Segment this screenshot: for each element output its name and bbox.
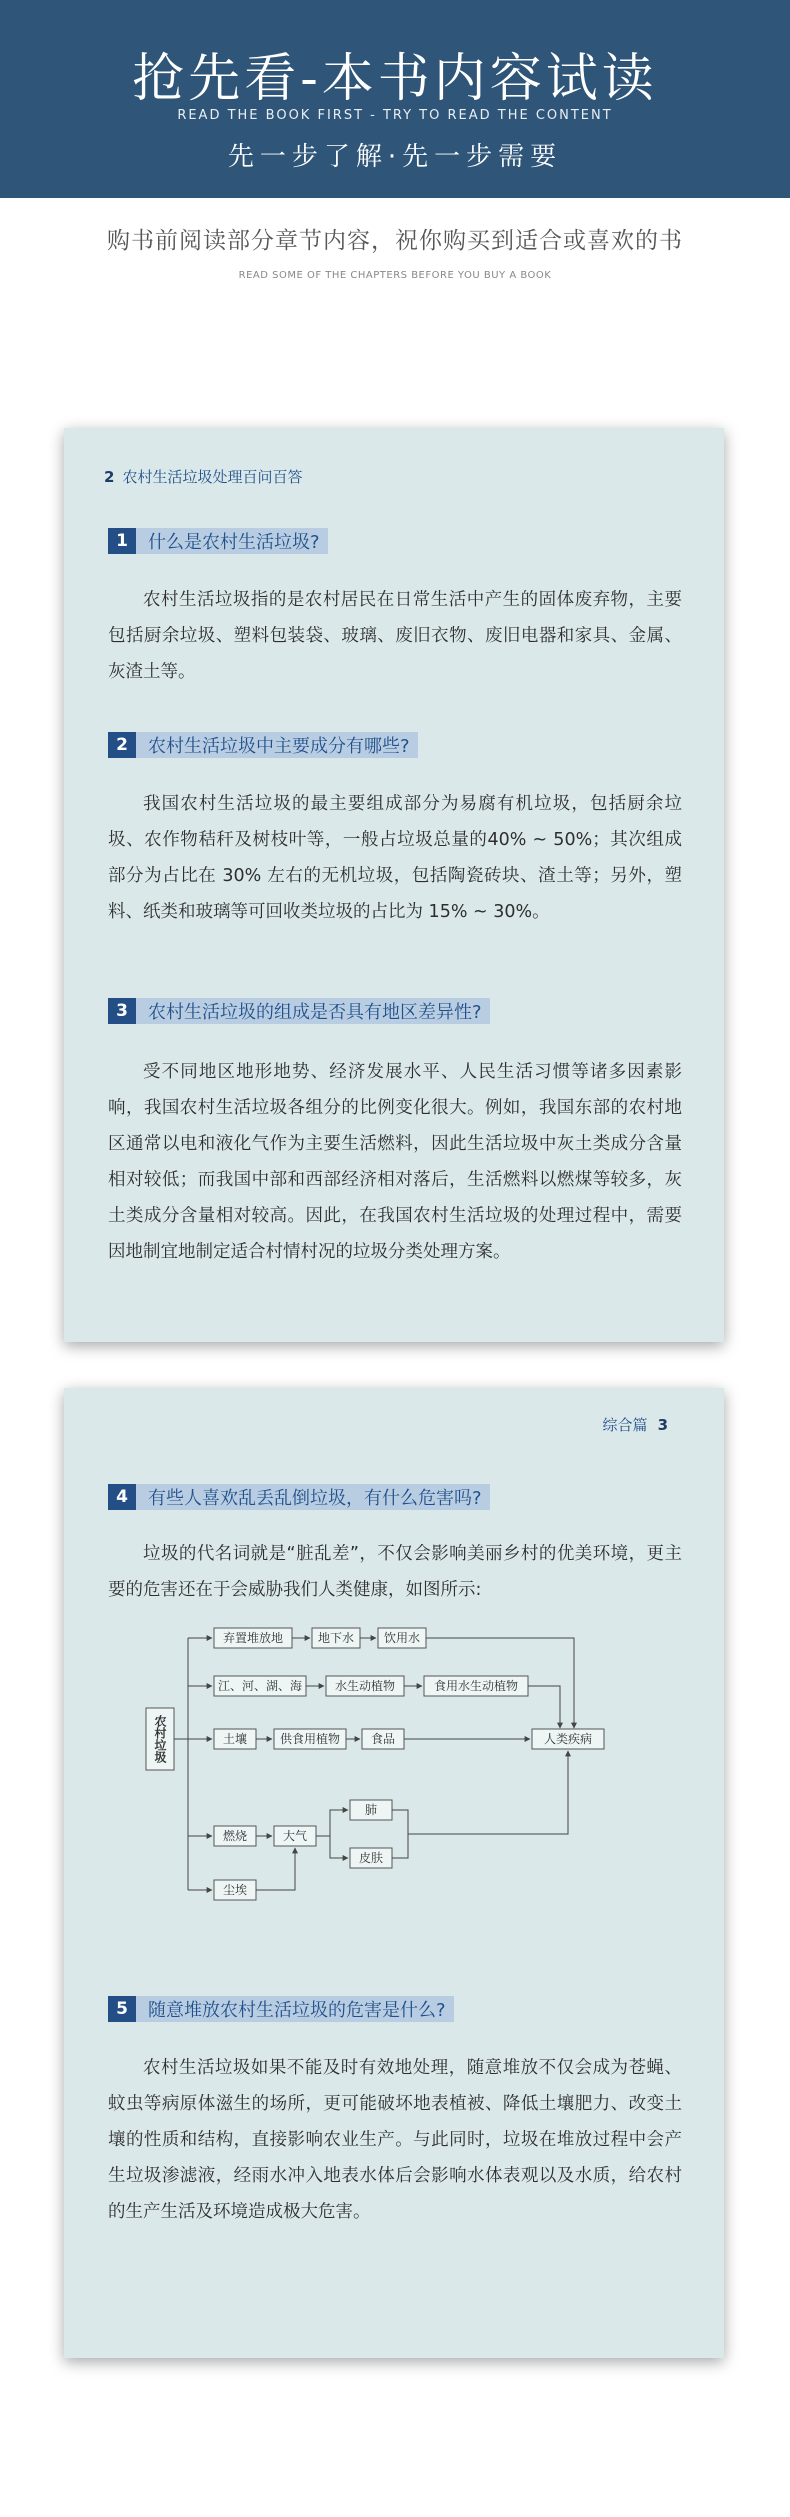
node-groundwater-label: 地下水 [317,1631,355,1645]
node-drinking-water-label: 饮用水 [383,1631,421,1645]
question-heading-4 [108,1484,490,1510]
question-number: 5 [108,1996,136,2022]
question-title: 随意堆放农村生活垃圾的危害是什么? [148,2000,446,2021]
node-food-label: 食品 [370,1732,396,1746]
banner-slogan: 先一步了解·先一步需要 [227,142,563,172]
question-number: 2 [108,732,136,758]
intro-text: 购书前阅读部分章节内容，祝你购买到适合或喜欢的书 [107,228,683,254]
answer-paragraph-3: 受不同地区地形地势、经济发展水平、人民生活习惯等诸多因素影响，我国农村生活垃圾各组分的比例变化很大。例如，我国东部的农村地区通常以电和液化气作为主要生活燃料，因此生活垃圾中灰土类成分含量相对较低；而我国中部和西部经济相对落后，生活燃料以燃煤等较多，灰土类成分含量相对较高。因此，在我国农村生活垃圾的处理过程中，需要因地制宜地制定适合村情村况的垃圾分类处理方案。 [108,1062,682,1262]
page-number: 3 [657,1416,668,1434]
node-aquatic-life-label: 水生动植物 [334,1679,396,1693]
node-lung-label: 肺 [364,1803,378,1817]
book-page-3 [64,1388,724,2358]
node-edible-aquatic-life-label: 食用水生动植物 [433,1679,519,1693]
question-heading-5 [108,1996,454,2022]
question-heading-2 [108,732,418,758]
question-heading-1 [108,528,328,554]
question-number: 4 [108,1484,136,1510]
node-rivers-lakes-seas-label: 江、河、湖、海 [217,1679,303,1693]
question-number: 1 [108,528,136,554]
node-soil-label: 土壤 [222,1732,248,1746]
running-head [104,466,302,487]
answer-paragraph-5: 农村生活垃圾如果不能及时有效地处理，随意堆放不仅会成为苍蝇、蚊虫等病原体滋生的场所，更可能破坏地表植被、降低土壤肥力、改变土壤的性质和结构，直接影响农业生产。与此同时，垃圾在堆放过程中会产生垃圾渗滤液，经雨水冲入地表水体后会影响水体表观以及水质，给农村的生产生活及环境造成极大危害。 [108,2058,682,2222]
answer-paragraph-4: 垃圾的代名词就是“脏乱差”，不仅会影响美丽乡村的优美环境，更主要的危害还在于会威胁我们人类健康，如图所示: [108,1544,682,1600]
node-burning-label: 燃烧 [222,1829,248,1843]
node-dump-site-label: 弃置堆放地 [222,1631,284,1645]
question-title: 有些人喜欢乱丢乱倒垃圾，有什么危害吗? [148,1488,482,1509]
hazard-flow-diagram [144,1618,644,1908]
question-title: 农村生活垃圾的组成是否具有地区差异性? [148,1002,482,1023]
running-head [603,1414,668,1435]
node-human-disease-label: 人类疾病 [543,1732,593,1746]
answer-paragraph-1: 农村生活垃圾指的是农村居民在日常生活中产生的固体废弃物，主要包括厨余垃圾、塑料包装袋、玻璃、废旧衣物、废旧电器和家具、金属、灰渣土等。 [108,590,682,682]
question-title: 农村生活垃圾中主要成分有哪些? [148,736,410,757]
node-skin-label: 皮肤 [358,1851,384,1865]
question-title: 什么是农村生活垃圾? [148,532,320,553]
node-edible-plants-label: 供食用植物 [279,1732,341,1746]
answer-paragraph-2: 我国农村生活垃圾的最主要组成部分为易腐有机垃圾，包括厨余垃圾、农作物秸秆及树枝叶等，一般占垃圾总量的40% ~ 50%；其次组成部分为占比在 30% 左右的无机垃圾，包括陶瓷砖块、渣土等；另外，塑料、纸类和玻璃等可回收类垃圾的占比为 15% ~ 30%。 [108,794,682,922]
node-rural-garbage-label: 农村垃圾 [153,1715,167,1763]
page-number: 2 [104,468,115,486]
node-atmosphere-label: 大气 [282,1829,308,1843]
node-dust-label: 尘埃 [222,1883,248,1897]
header-banner [0,0,790,198]
question-number: 3 [108,998,136,1024]
banner-subtitle-en: READ THE BOOK FIRST - TRY TO READ THE CONTENT [177,108,613,123]
book-page-2 [64,428,724,1342]
running-head-title: 综合篇 [602,1416,648,1434]
running-head-title: 农村生活垃圾处理百问百答 [122,468,303,486]
question-heading-3 [108,998,490,1024]
banner-title: 抢先看-本书内容试读 [132,49,658,109]
intro-text-en: READ SOME OF THE CHAPTERS BEFORE YOU BUY A BOOK [238,270,552,281]
